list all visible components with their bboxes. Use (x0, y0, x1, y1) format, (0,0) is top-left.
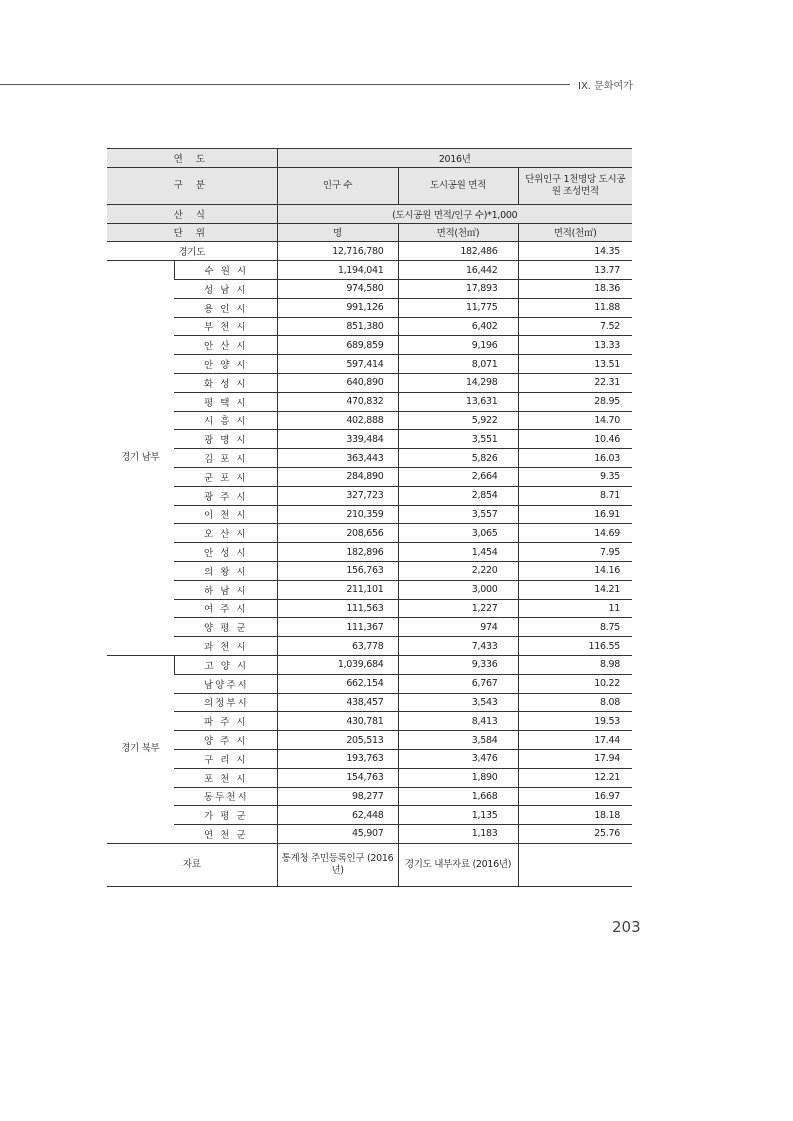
table-row (107, 355, 632, 374)
city-per-capita: 22.31 (518, 373, 632, 392)
formula-value: (도시공원 면적/인구 수)*1,000 (277, 204, 632, 223)
city-park-area: 5,826 (398, 449, 518, 468)
city-population: 1,194,041 (277, 261, 398, 280)
park-area-table (107, 148, 632, 887)
table-row (107, 580, 632, 599)
city-population: 597,414 (277, 355, 398, 374)
total-row (107, 242, 632, 261)
city-name: 동두천시 (174, 787, 277, 806)
col-population-header: 인구 수 (277, 167, 398, 204)
table-row (107, 411, 632, 430)
city-per-capita: 11.88 (518, 298, 632, 317)
city-name: 오 산 시 (174, 524, 277, 543)
col-park-area-header: 도시공원 면적 (398, 167, 518, 204)
city-population: 211,101 (277, 580, 398, 599)
city-name: 의정부시 (174, 693, 277, 712)
city-population: 470,832 (277, 392, 398, 411)
city-park-area: 6,402 (398, 317, 518, 336)
unit-per-capita: 면적(천㎡) (518, 223, 632, 242)
city-per-capita: 116.55 (518, 637, 632, 656)
city-name: 양 평 군 (174, 618, 277, 637)
city-park-area: 3,476 (398, 749, 518, 768)
city-park-area: 7,433 (398, 637, 518, 656)
city-per-capita: 8.98 (518, 655, 632, 674)
city-park-area: 3,551 (398, 430, 518, 449)
city-name: 화 성 시 (174, 373, 277, 392)
city-per-capita: 17.44 (518, 731, 632, 750)
city-per-capita: 11 (518, 599, 632, 618)
city-name: 여 주 시 (174, 599, 277, 618)
city-name: 시 흥 시 (174, 411, 277, 430)
city-population: 339,484 (277, 430, 398, 449)
category-label: 구 분 (107, 167, 277, 204)
city-park-area: 1,227 (398, 599, 518, 618)
table-row (107, 637, 632, 656)
city-per-capita: 19.53 (518, 712, 632, 731)
city-park-area: 1,183 (398, 825, 518, 844)
city-name: 의 왕 시 (174, 561, 277, 580)
city-park-area: 17,893 (398, 279, 518, 298)
city-population: 156,763 (277, 561, 398, 580)
city-per-capita: 7.52 (518, 317, 632, 336)
city-name: 하 남 시 (174, 580, 277, 599)
city-name: 포 천 시 (174, 768, 277, 787)
city-name: 안 성 시 (174, 543, 277, 562)
city-park-area: 9,336 (398, 655, 518, 674)
source-row (107, 843, 632, 886)
table-row (107, 693, 632, 712)
city-per-capita: 10.46 (518, 430, 632, 449)
city-population: 974,580 (277, 279, 398, 298)
table-row (107, 298, 632, 317)
city-park-area: 974 (398, 618, 518, 637)
city-name: 부 천 시 (174, 317, 277, 336)
col-per-capita-header: 단위인구 1천명당 도시공원 조성면적 (518, 167, 632, 204)
city-population: 662,154 (277, 674, 398, 693)
year-value: 2016년 (277, 149, 632, 168)
city-per-capita: 13.51 (518, 355, 632, 374)
city-park-area: 1,454 (398, 543, 518, 562)
city-population: 991,126 (277, 298, 398, 317)
city-population: 154,763 (277, 768, 398, 787)
table-row (107, 749, 632, 768)
city-per-capita: 10.22 (518, 674, 632, 693)
city-per-capita: 14.70 (518, 411, 632, 430)
city-park-area: 3,065 (398, 524, 518, 543)
city-name: 광 명 시 (174, 430, 277, 449)
city-population: 98,277 (277, 787, 398, 806)
city-population: 327,723 (277, 486, 398, 505)
total-name: 경기도 (107, 242, 277, 261)
city-population: 363,443 (277, 449, 398, 468)
city-park-area: 11,775 (398, 298, 518, 317)
table-row (107, 467, 632, 486)
table-row (107, 712, 632, 731)
city-per-capita: 17.94 (518, 749, 632, 768)
unit-row (107, 223, 632, 242)
city-population: 1,039,684 (277, 655, 398, 674)
table-row (107, 392, 632, 411)
formula-row (107, 204, 632, 223)
unit-population: 명 (277, 223, 398, 242)
table-row (107, 655, 632, 674)
city-per-capita: 14.16 (518, 561, 632, 580)
city-name: 평 택 시 (174, 392, 277, 411)
total-population: 12,716,780 (277, 242, 398, 261)
city-name: 가 평 군 (174, 806, 277, 825)
table-row (107, 825, 632, 844)
unit-label: 단 위 (107, 223, 277, 242)
city-park-area: 3,543 (398, 693, 518, 712)
table-row (107, 561, 632, 580)
city-park-area: 8,071 (398, 355, 518, 374)
source-area: 경기도 내부자료 (2016년) (398, 843, 518, 886)
city-park-area: 2,220 (398, 561, 518, 580)
table-row (107, 768, 632, 787)
table-row (107, 261, 632, 280)
region-label-north: 경기 북부 (107, 655, 174, 843)
table-row (107, 279, 632, 298)
city-park-area: 5,922 (398, 411, 518, 430)
unit-area: 면적(천㎡) (398, 223, 518, 242)
city-per-capita: 12.21 (518, 768, 632, 787)
city-name: 과 천 시 (174, 637, 277, 656)
city-name: 남양주시 (174, 674, 277, 693)
city-name: 고 양 시 (174, 655, 277, 674)
source-population: 통계청 주민등록인구 (2016년) (277, 843, 398, 886)
city-per-capita: 25.76 (518, 825, 632, 844)
city-per-capita: 16.97 (518, 787, 632, 806)
source-label: 자료 (107, 843, 277, 886)
city-per-capita: 14.69 (518, 524, 632, 543)
city-name: 군 포 시 (174, 467, 277, 486)
city-per-capita: 16.03 (518, 449, 632, 468)
year-row (107, 149, 632, 168)
city-population: 438,457 (277, 693, 398, 712)
city-name: 성 남 시 (174, 279, 277, 298)
city-per-capita: 13.33 (518, 336, 632, 355)
table-row (107, 787, 632, 806)
city-park-area: 3,584 (398, 731, 518, 750)
total-area: 182,486 (398, 242, 518, 261)
city-park-area: 1,890 (398, 768, 518, 787)
table-row (107, 674, 632, 693)
city-name: 구 리 시 (174, 749, 277, 768)
city-per-capita: 28.95 (518, 392, 632, 411)
city-population: 45,907 (277, 825, 398, 844)
city-per-capita: 18.18 (518, 806, 632, 825)
city-population: 402,888 (277, 411, 398, 430)
city-population: 210,359 (277, 505, 398, 524)
city-park-area: 14,298 (398, 373, 518, 392)
city-per-capita: 14.21 (518, 580, 632, 599)
city-per-capita: 8.75 (518, 618, 632, 637)
city-name: 연 천 군 (174, 825, 277, 844)
table-row (107, 806, 632, 825)
table-row (107, 524, 632, 543)
city-population: 111,367 (277, 618, 398, 637)
header-rule (0, 84, 570, 85)
page-number: 203 (612, 918, 641, 936)
table-row (107, 336, 632, 355)
table-row (107, 373, 632, 392)
city-park-area: 1,668 (398, 787, 518, 806)
city-per-capita: 8.08 (518, 693, 632, 712)
city-per-capita: 7.95 (518, 543, 632, 562)
city-park-area: 3,000 (398, 580, 518, 599)
city-park-area: 3,557 (398, 505, 518, 524)
city-population: 689,859 (277, 336, 398, 355)
city-name: 안 양 시 (174, 355, 277, 374)
table-row (107, 731, 632, 750)
city-population: 208,656 (277, 524, 398, 543)
city-per-capita: 13.77 (518, 261, 632, 280)
city-name: 광 주 시 (174, 486, 277, 505)
city-park-area: 2,854 (398, 486, 518, 505)
category-row (107, 167, 632, 204)
city-park-area: 9,196 (398, 336, 518, 355)
city-per-capita: 9.35 (518, 467, 632, 486)
city-population: 430,781 (277, 712, 398, 731)
city-name: 용 인 시 (174, 298, 277, 317)
city-population: 193,763 (277, 749, 398, 768)
city-name: 이 천 시 (174, 505, 277, 524)
table-row (107, 430, 632, 449)
city-population: 205,513 (277, 731, 398, 750)
city-population: 182,896 (277, 543, 398, 562)
city-population: 851,380 (277, 317, 398, 336)
year-label: 연 도 (107, 149, 277, 168)
table-row (107, 543, 632, 562)
city-per-capita: 8.71 (518, 486, 632, 505)
city-name: 김 포 시 (174, 449, 277, 468)
table-row (107, 317, 632, 336)
total-rate: 14.35 (518, 242, 632, 261)
city-population: 284,890 (277, 467, 398, 486)
table-row (107, 449, 632, 468)
table-row (107, 599, 632, 618)
city-park-area: 2,664 (398, 467, 518, 486)
city-park-area: 6,767 (398, 674, 518, 693)
source-rate (518, 843, 632, 886)
city-park-area: 1,135 (398, 806, 518, 825)
city-population: 63,778 (277, 637, 398, 656)
city-name: 파 주 시 (174, 712, 277, 731)
city-park-area: 8,413 (398, 712, 518, 731)
city-name: 양 주 시 (174, 731, 277, 750)
section-header: IX. 문화여가 (578, 81, 633, 92)
city-park-area: 16,442 (398, 261, 518, 280)
city-per-capita: 18.36 (518, 279, 632, 298)
city-name: 수 원 시 (174, 261, 277, 280)
region-label-south: 경기 남부 (107, 261, 174, 656)
city-per-capita: 16.91 (518, 505, 632, 524)
city-name: 안 산 시 (174, 336, 277, 355)
table-row (107, 618, 632, 637)
city-park-area: 13,631 (398, 392, 518, 411)
city-population: 62,448 (277, 806, 398, 825)
table-row (107, 505, 632, 524)
city-population: 111,563 (277, 599, 398, 618)
city-population: 640,890 (277, 373, 398, 392)
formula-label: 산 식 (107, 204, 277, 223)
table-row (107, 486, 632, 505)
